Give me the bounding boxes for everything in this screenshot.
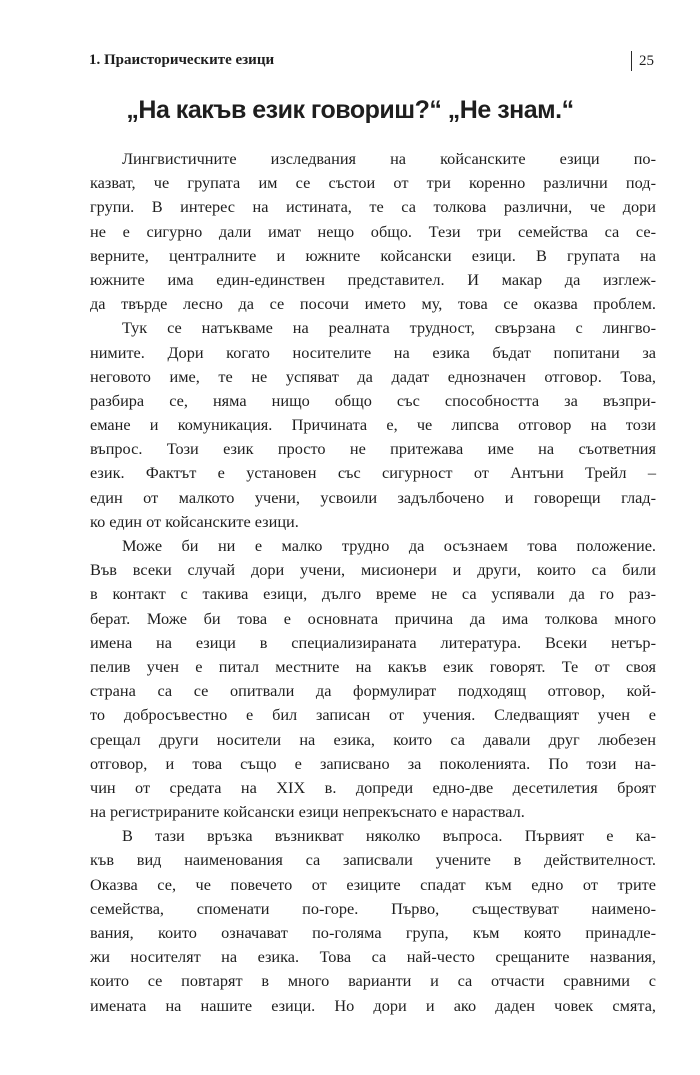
text-line: отговор, и това също е записвано за поколенията. По този на-	[90, 753, 656, 773]
text-line: жи носителят на езика. Това са най-често срещаните названия,	[90, 947, 656, 967]
text-line: страна са се опитвали да формулират подходящ отговор, кой-	[90, 681, 656, 701]
text-line: в контакт с такива езици, дълго време не са успявали да го раз-	[90, 584, 656, 604]
text-line: семейства, споменати по-горе. Първо, съществуват наимено-	[90, 898, 656, 918]
text-line: нимите. Дори когато носителите на езика бъдат попитани за	[90, 342, 656, 362]
text-line: да твърде лесно да се посочи името му, това се оказва проблем.	[90, 294, 656, 314]
chapter-title: 1. Праисторическите езици	[89, 52, 275, 68]
text-line: на регистрираните койсански езици непрекъснато е нараствал.	[90, 802, 525, 822]
text-line: разбира се, няма нищо общо със способността за възпри-	[90, 390, 656, 410]
text-line: език. Фактът е установен със сигурност от Антъни Трейл –	[90, 463, 656, 483]
text-line: чин от средата на XIX в. допреди едно-две десетилетия броят	[90, 777, 656, 797]
text-line: Може би ни е малко трудно да осъзнаем това положение.	[122, 536, 656, 555]
text-line: неговото име, те не успяват да дадат еднозначен отговор. Това,	[90, 366, 656, 386]
text-line: вания, които означават по-голяма група, към която принадле-	[90, 923, 656, 942]
text-line: казват, че групата им се състои от три коренно различни под-	[90, 173, 656, 193]
text-line: срещал други носители на езика, които са давали друг любезен	[90, 729, 656, 749]
page-number-block	[631, 50, 654, 72]
text-line: един от малкото учени, усвоили задълбочено и говорещи глад-	[90, 487, 656, 507]
text-line: Лингвистичните изследвания на койсанските езици по-	[122, 149, 656, 168]
text-line: Във всеки случай дори учени, мисионери и други, които са били	[90, 560, 656, 580]
text-line: въпрос. Този език просто не притежава име на съответния	[90, 439, 656, 459]
header-divider-rule	[631, 51, 632, 71]
text-line: които се повтарят в много варианти и са отчасти сравними с	[90, 971, 656, 991]
text-line: верните, централните и южните койсански езици. В групата на	[90, 245, 656, 265]
text-line: Оказва се, че повечето от езиците спадат към едно от трите	[90, 874, 656, 894]
text-line: имена на езици в специализираната литература. Всеки нетър-	[90, 632, 656, 652]
text-line: В тази връзка възникват няколко въпроса. Първият е ка-	[122, 826, 656, 846]
section-heading: „На какъв език говориш?“ „Не знам.“	[126, 96, 574, 124]
running-header	[89, 50, 654, 72]
text-line: Тук се натъкваме на реалната трудност, свързана с лингво-	[122, 318, 656, 338]
text-line: берат. Може би това е основната причина да има толкова много	[90, 608, 656, 628]
text-line: то добросъвестно е бил записан от учения. Следващият учен е	[90, 705, 656, 725]
text-line: пелив учен е питал местните на какъв език говорят. Те от своя	[90, 656, 656, 676]
text-line: не е сигурно дали имат нещо общо. Тези три семейства са се-	[90, 221, 656, 241]
body-text	[90, 147, 656, 1018]
text-line: южните има един-единствен представител. И макар да изглеж-	[90, 269, 656, 289]
page-number: 25	[639, 52, 654, 69]
text-line: имената на нашите езици. Но дори и ако даден човек смята,	[90, 995, 656, 1015]
text-line: емане и комуникация. Причината е, че липсва отговор на този	[90, 415, 656, 435]
text-line: ко един от койсанските езици.	[90, 511, 299, 531]
text-line: къв вид наименования са записвали учените в действителност.	[90, 850, 656, 870]
text-line: групи. В интерес на истината, те са толкова различни, че дори	[90, 197, 656, 217]
